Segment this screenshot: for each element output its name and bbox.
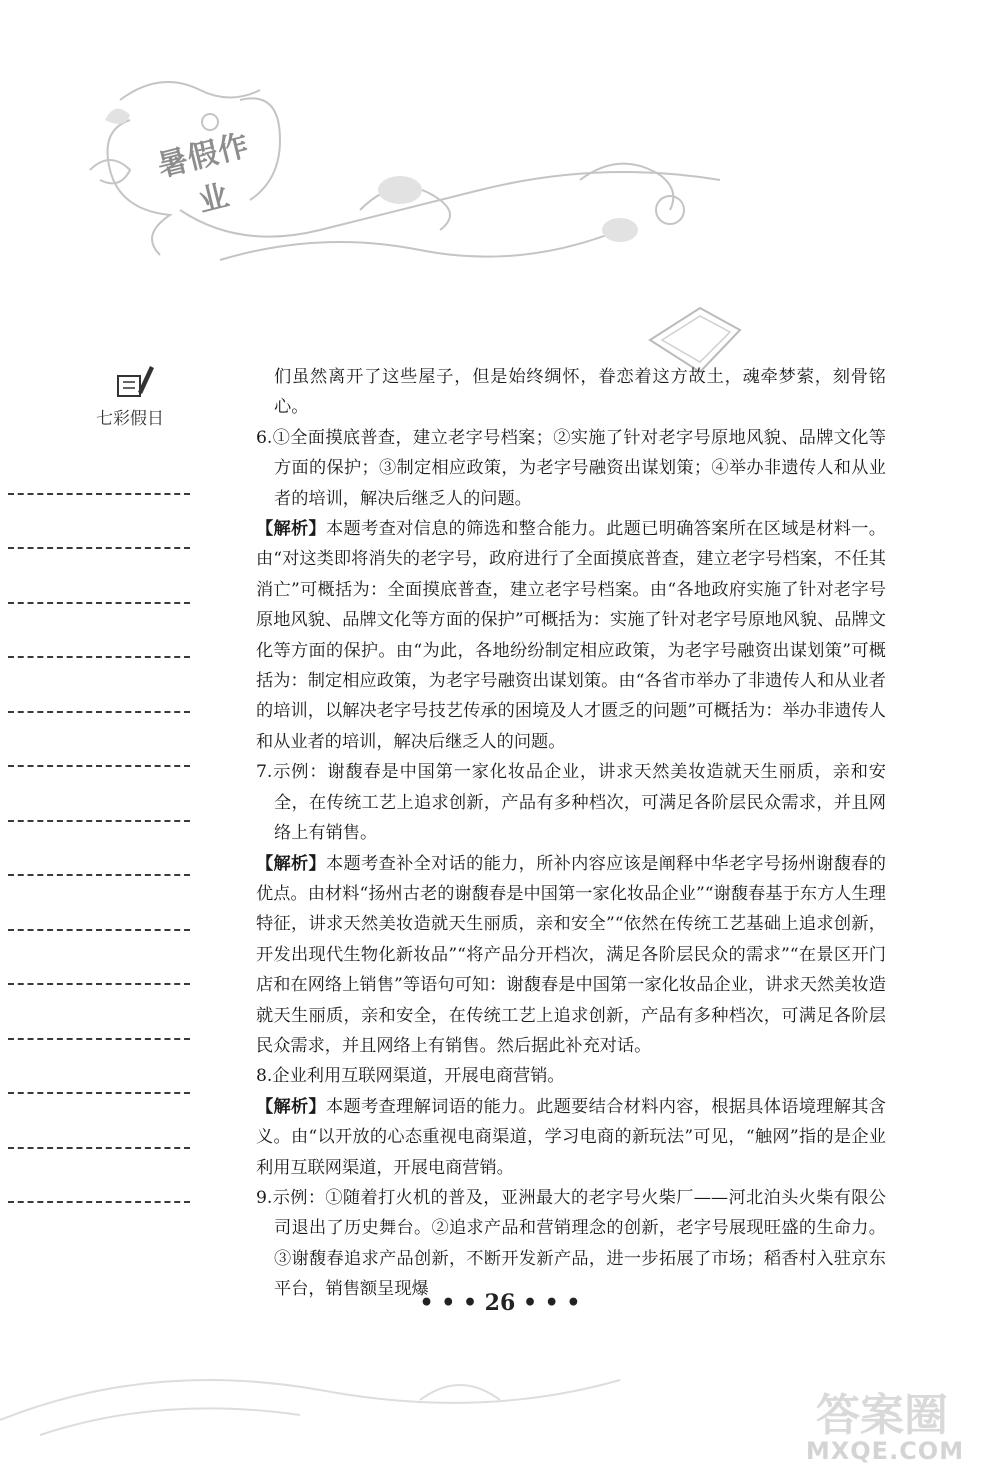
note-line [0, 1040, 200, 1095]
sidebar-label: 七彩假日 [96, 409, 164, 429]
note-line [0, 604, 200, 659]
analysis-8 [256, 1092, 886, 1183]
analysis-text: 本题考查理解词语的能力。此题要结合材料内容，根据具体语境理解其含义。由“以开放的心态重视电商渠道，学习电商的新玩法”可见，“触网”指的是企业利用互联网渠道，开展电商营销。 [256, 1096, 886, 1178]
note-line [0, 1149, 200, 1204]
note-line [0, 440, 200, 495]
analysis-tag: 【解析】 [256, 853, 327, 874]
note-line [0, 549, 200, 604]
svg-text:答案圈: 答案圈 [816, 1390, 948, 1441]
answer-9: 9.示例：①随着打火机的普及，亚洲最大的老字号火柴厂——河北泊头火柴有限公司退出了历史舞台。②追求产品和营销理念的创新，老字号展现旺盛的生命力。③谢馥春追求产品创新，不断开发新产品，进一步拓展了市场；稻香村入驻京东平台，销售额呈现爆 [256, 1187, 886, 1300]
note-line [0, 767, 200, 822]
answer-6: 6.①全面摸底普查，建立老字号档案；②实施了针对老字号原地风貌、品牌文化等方面的保护；③制定相应政策，为老字号融资出谋划策；④举办非遗传人和从业者的培训，解决后继乏人的问题。 [256, 427, 886, 509]
footer-decoration [0, 1340, 760, 1440]
analysis-text: 本题考查对信息的筛选和整合能力。此题已明确答案所在区域是材料一。由“对这类即将消失的老字号，政府进行了全面摸底普查，建立老字号档案，不任其消亡”可概括为：全面摸底普查，建立老字号档案。由“各地政府实施了针对老字号原地风貌、品牌文化等方面的保护”可概括为：实施了针对老字号原地风貌、品牌文化等方面的保护。由“为此，各地纷纷制定相应政策，为老字号融资出谋划策”可概括为：制定相应政策，为老字号融资出谋划策。由“各省市举办了非遗传人和从业者的培训，以解决老字号技艺传承的困境及人才匮乏的问题”可概括为：举办非遗传人和从业者的培训，解决后继乏人的问题。 [256, 519, 886, 752]
note-line [0, 1094, 200, 1149]
note-line [0, 876, 200, 931]
header-title: 暑假作业 [154, 127, 253, 220]
analysis-7 [256, 849, 886, 1062]
answer-8: 8.企业利用互联网渠道，开展电商营销。 [256, 1066, 565, 1087]
answer-content [256, 362, 886, 1305]
pencil-notebook-icon [112, 362, 156, 402]
continued-text: 们虽然离开了这些屋子，但是始终绸怀，眷恋着这方故土，魂牵梦萦，刻骨铭心。 [274, 367, 886, 418]
page-number: • • • 26 • • • [419, 1290, 581, 1316]
analysis-6 [256, 514, 886, 757]
analysis-tag: 【解析】 [256, 1096, 327, 1117]
note-line [0, 931, 200, 986]
note-line [0, 658, 200, 713]
analysis-tag: 【解析】 [256, 519, 327, 540]
analysis-text: 本题考查补全对话的能力，所补内容应该是阐释中华老字号扬州谢馥春的优点。由材料“扬州古老的谢馥春是中国第一家化妆品企业”“谢馥春基于东方人生理特征，讲求天然美妆造就天生丽质，亲和安全”“依然在传统工艺基础上追求创新，开发出现代生物化新妆品”“将产品分开档次，满足各阶层民众的需求”“在景区开门店和在网络上销售”等语句可知：谢馥春是中国第一家化妆品企业，讲求天然美妆造就天生丽质，亲和安全，在传统工艺上追求创新，产品有多种档次，可满足各阶层民众需求，并且网络上有销售。然后据此补充对话。 [256, 853, 886, 1056]
watermark-url: MXQE.COM [805, 1437, 965, 1465]
note-line [0, 985, 200, 1040]
note-line [0, 495, 200, 550]
note-line [0, 713, 200, 768]
note-line [0, 822, 200, 877]
answer-7: 7.示例：谢馥春是中国第一家化妆品企业，讲求天然美妆造就天生丽质，亲和安全，在传统工艺上追求创新，产品有多种档次，可满足各阶层民众需求，并且网络上有销售。 [256, 762, 886, 844]
note-lines [0, 440, 200, 1203]
